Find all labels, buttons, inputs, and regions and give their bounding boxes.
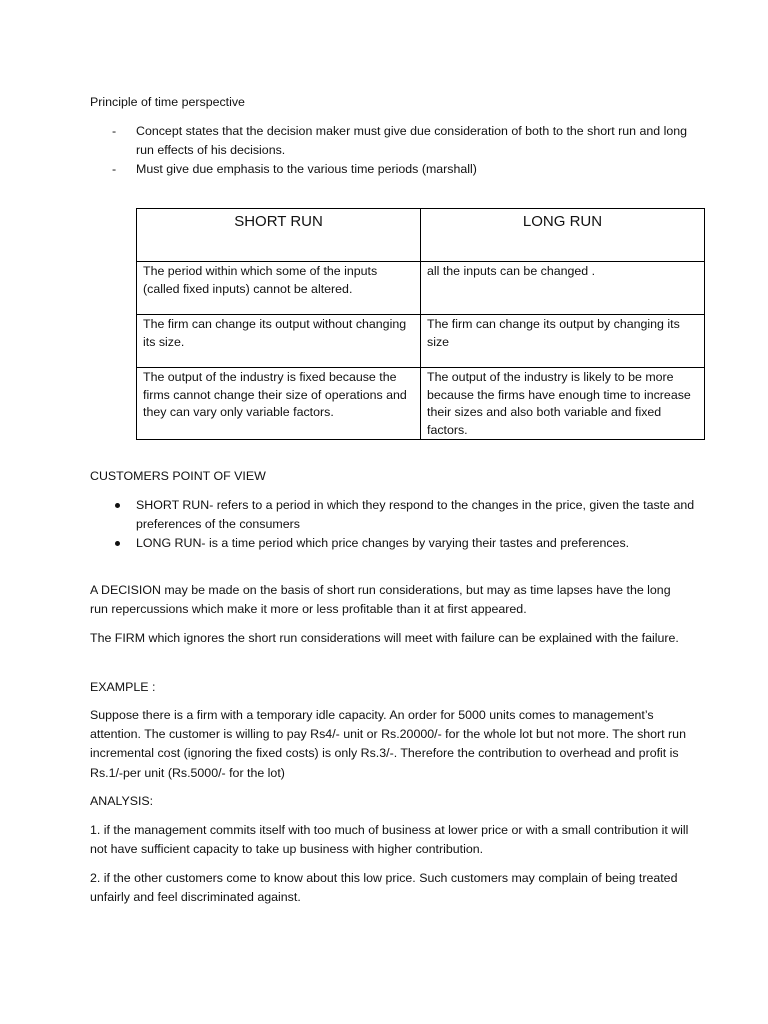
customers-heading: CUSTOMERS POINT OF VIEW [90,469,266,483]
short-long-run-table [136,208,705,440]
list-item-text: SHORT RUN- refers to a period in which they respond to the changes in the price, given the taste and preferences of the consumers [136,498,695,532]
header-short-run: SHORT RUN [137,209,421,262]
list-item-text: Concept states that the decision maker must give due consideration of both to the short run and long run effects of his decisions. [136,124,688,158]
example-heading: EXAMPLE : [90,680,156,694]
customer-points-list [90,496,700,554]
table-cell: The output of the industry is fixed because the firms cannot change their size of operations and they can vary only variable factors. [137,368,421,440]
list-item-text: Must give due emphasis to the various time periods (marshall) [136,162,477,177]
header-long-run: LONG RUN [421,209,705,262]
table-row [137,315,705,368]
table-row [137,262,705,315]
table-cell: The firm can change its output by changing its size [421,315,705,368]
analysis-heading: ANALYSIS: [90,794,154,808]
table-cell: The output of the industry is likely to be more because the firms have enough time to increase their sizes and also both variable and fixed factors. [421,368,705,440]
dash-marker: - [112,124,117,138]
example-paragraph: Suppose there is a firm with a temporary idle capacity. An order for 5000 units comes to management’s attention. The customer is willing to pay Rs4/- unit or Rs.20000/- for the whole lot but not more. The short run incremental cost (ignoring the fixed costs) is only Rs.3/-. Therefore the contribution to overhead and profit is Rs.1/-per unit (Rs.5000/- for the lot) [90,708,686,780]
list-item [90,122,690,160]
table-header-row [137,209,705,262]
table-cell: all the inputs can be changed . [421,262,705,315]
document-title: Principle of time perspective [90,95,245,109]
list-item [90,160,690,179]
table-row [137,368,705,440]
firm-paragraph: The FIRM which ignores the short run considerations will meet with failure can be explained with the failure. [90,631,679,645]
list-item [90,534,700,553]
analysis-point-1: 1. if the management commits itself with too much of business at lower price or with a small contribution it will not have sufficient capacity to take up business with higher contribution. [90,823,689,857]
list-item-text: LONG RUN- is a time period which price changes by varying their tastes and preferences. [136,536,630,551]
dash-marker: - [112,162,117,177]
concept-list [90,122,690,180]
bullet-marker [115,503,120,508]
decision-paragraph: A DECISION may be made on the basis of short run considerations, but may as time lapses have the long run repercussions which make it more or less profitable than it at first appeared. [90,583,671,617]
bullet-marker [115,541,120,546]
table-cell: The period within which some of the inputs (called fixed inputs) cannot be altered. [137,262,421,315]
table-cell: The firm can change its output without changing its size. [137,315,421,368]
list-item [90,496,700,534]
analysis-point-2: 2. if the other customers come to know about this low price. Such customers may complain of being treated unfairly and feel discriminated against. [90,871,678,905]
